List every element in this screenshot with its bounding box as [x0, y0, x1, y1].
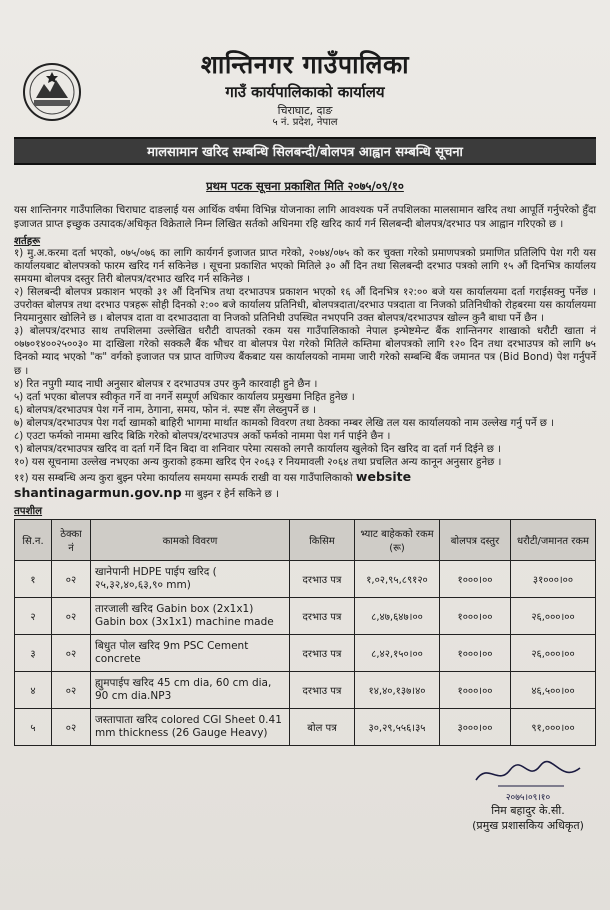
condition-item: ६) बोलपत्र/दरभाउपत्र पेश गर्ने नाम, ठेगाना, समय, फोन नं. स्पष्ट सँग लेख्नुपर्ने छ ।	[14, 404, 317, 416]
cell-bid-fee: १०००।००	[440, 597, 511, 634]
cell-contract-no: ०२	[52, 597, 91, 634]
cell-bid-fee: १०००।००	[440, 671, 511, 708]
handwritten-signature	[468, 756, 588, 792]
cell-serial: २	[15, 597, 52, 634]
municipality-name: शान्तिनगर गाउँपालिका	[200, 50, 410, 79]
cell-description: जस्तापाता खरिद colored CGI Sheet 0.41 mm thickness (26 Gauge Heavy)	[91, 708, 290, 745]
cell-contract-no: ०२	[52, 560, 91, 597]
publication-date: प्रथम पटक सूचना प्रकाशित मिति २०७५/०९/१०	[206, 179, 404, 194]
cell-deposit: ३१०००।००	[511, 560, 596, 597]
cell-contract-no: ०२	[52, 634, 91, 671]
cell-description: खानेपानी HDPE पाईप खरिद ( २५,३२,४०,६३,९० mm)	[91, 560, 290, 597]
signature-date: २०७५।०९।१०	[505, 793, 551, 803]
nepal-emblem-logo	[22, 62, 82, 122]
table-row	[15, 708, 596, 745]
col-description: कामको विवरण	[91, 519, 290, 560]
signature-block	[468, 756, 588, 834]
cell-deposit: ९१,०००।००	[511, 708, 596, 745]
cell-bid-fee: ३०००।००	[440, 708, 511, 745]
condition-item: १०) यस सूचनामा उल्लेख नभएका अन्य कुराको हकमा खरिद ऐन २०६३ र नियमावली २०६४ तथा प्रचलित अन्य कानून अनुसार हुनेछ ।	[14, 456, 502, 468]
col-contract-no: ठेक्का नं	[52, 519, 91, 560]
cell-contract-no: ०२	[52, 708, 91, 745]
schedule-table	[14, 519, 596, 746]
col-amount: भ्याट बाहेकको रकम (रू)	[355, 519, 440, 560]
signatory-title: (प्रमुख प्रशासकिय अधिकृत)	[472, 818, 584, 832]
condition11-prefix: ११) यस सम्बन्धि अन्य कुरा बुझ्न परेमा कार्यालय समयमा सम्पर्क राखी वा यस गाउँपालिकाको	[14, 472, 353, 484]
office-place: चिराघाट, दाङ	[277, 104, 333, 117]
signatory-name: निम बहादुर के.सी.	[491, 804, 565, 818]
condition-item-website	[14, 469, 596, 501]
table-row	[15, 597, 596, 634]
table-row	[15, 634, 596, 671]
condition-item: ७) बोलपत्र/दरभाउपत्र पेश गर्दा खामको बाहिरी भागमा मार्थात कामको विवरण तथा ठेक्का नम्बर लेखि तल यस कार्यालयको नाम उल्लेख गर्नु पर्ने छ ।	[14, 417, 555, 429]
cell-type: बोल पत्र	[290, 708, 355, 745]
cell-serial: ५	[15, 708, 52, 745]
condition-item: ४) रित नपुगी म्याद नाघी अनुसार बोलपत्र र दरभाउपत्र उपर कुनै कारवाही हुने छैन ।	[14, 378, 318, 390]
cell-amount: १,०२,९५,८९१२०	[355, 560, 440, 597]
cell-bid-fee: १०००।००	[440, 634, 511, 671]
cell-deposit: २६,०००।००	[511, 634, 596, 671]
table-row	[15, 671, 596, 708]
condition11-suffix: मा बुझ्न र हेर्न सकिने छ ।	[184, 488, 279, 500]
condition-item: ५) दर्ता भएका बोलपत्र स्वीकृत गर्ने वा नगर्ने सम्पूर्ण अधिकार कार्यालय प्रमुखमा निहित हुनेछ ।	[14, 391, 355, 403]
website-link[interactable]: shantinagarmun.gov.np	[14, 484, 182, 500]
office-province: ५ नं. प्रदेश, नेपाल	[272, 117, 338, 129]
cell-bid-fee: १०००।००	[440, 560, 511, 597]
col-serial: सि.न.	[15, 519, 52, 560]
cell-amount: ३०,२९,५५६।३५	[355, 708, 440, 745]
cell-description: बिधुत पोल खरिद 9m PSC Cement concrete	[91, 634, 290, 671]
cell-type: दरभाउ पत्र	[290, 634, 355, 671]
cell-amount: ८,४२,१५०।००	[355, 634, 440, 671]
office-name: गाउँ कार्यपालिकाको कार्यालय	[225, 83, 385, 101]
cell-serial: ४	[15, 671, 52, 708]
col-deposit: धरौटी/जमानत रकम	[511, 519, 596, 560]
cell-type: दरभाउ पत्र	[290, 597, 355, 634]
col-type: किसिम	[290, 519, 355, 560]
cell-deposit: ४६,५००।००	[511, 671, 596, 708]
condition-item: ९) बोलपत्र/दरभाउपत्र खरिद वा दर्ता गर्ने दिन बिदा वा शनिवार परेमा त्यसको लगत्तै कार्यालय खुलेको दिन खरिद वा दर्ता गर्न दिईने छ ।	[14, 443, 501, 455]
intro-paragraph: यस शान्तिनगर गाउँपालिका चिराघाट दाङलाई यस आर्थिक वर्षमा विभिन्न योजनाका लागि आवश्यक पर्ने तपशिलका मालसामान खरिद तथा आपूर्ति गर्नुपरेको हुँदा इजाजत प्राप्त इच्छुक उत्पादक/अधिकृत विक्रेताले निम्न लिखित सर्तको अधिनमा रहि खरिद कार्य गर्न सिलबन्दी बोलपत्र/दरभाउ पत्र आह्वान गरिएको छ ।	[14, 205, 596, 230]
table-header-row	[15, 519, 596, 560]
cell-amount: १४,४०,१३७।४०	[355, 671, 440, 708]
condition-item: १) मु.अ.करमा दर्ता भएको, ०७५/०७६ का लागि कार्यगर्न इजाजत प्राप्त गरेको, २०७४/०७५ को कर चुक्ता गरेको प्रमाणपत्रको प्रमाणित प्रतिलिपि पेश गरी यस कार्यालयबाट बोलपत्रको फारम खरिद गर्न सकिनेछ । सूचना प्रकाशित भएको मितिले ३० औं दिन तथा सिलबन्दी दरभाउ पत्रको लागि १५ औं दिनभित्र कार्यालय समयमा बोलपत्र दस्तुर तिरी बोलपत्र/दरभाउ खरिद गर्न सकिनेछ ।	[14, 248, 596, 286]
notice-banner: मालसामान खरिद सम्बन्धि सिलबन्दी/बोलपत्र आह्वान सम्बन्धि सूचना	[14, 137, 596, 165]
cell-serial: ३	[15, 634, 52, 671]
letterhead	[14, 50, 596, 129]
schedule-heading: तपशील	[14, 505, 43, 517]
cell-type: दरभाउ पत्र	[290, 560, 355, 597]
cell-contract-no: ०२	[52, 671, 91, 708]
col-bid-fee: बोलपत्र दस्तुर	[440, 519, 511, 560]
condition-item: २) सिलबन्दी बोलपत्र प्रकाशन भएको ३१ औं दिनभित्र तथा दरभाउपत्र प्रकाशन भएको १६ औं दिनभित्र १२:०० बजे यस कार्यालयमा दर्ता गराईसक्नु पर्नेछ । उपरोक्त बोलपत्र तथा दरभाउ पत्रहरू सोही दिनको २:०० बजे कार्यालय प्रतिनिधी, बोलपत्रदाता/दरभाउ पत्रदाता वा निजको प्रतिनिधीको रोहबरमा यस कार्यालयमा नियमानुसार खोलिने छ । बोलपत्र दाता वा दरभाउदाता वा निजको प्रतिनिधी उपस्थित नभएपनि उक्त बोलपत्र/दरभाउपत्र खोल्न कुनै बाधा पर्ने छैन ।	[14, 287, 596, 325]
website-word: website	[355, 468, 412, 484]
conditions-heading: शर्तहरू	[14, 236, 41, 248]
condition-item: ३) बोलपत्र/दरभाउ साथ तपशिलमा उल्लेखित धरौटी वापतको रकम यस गाउँपालिकाको नेपाल इन्भेष्टमेन्ट बैंक शान्तिनगर शाखाको धरौटी खाता नं ०७७०१४००२५००३० मा दाखिला गरेको सक्कलै बैंक भौचर वा बोलपत्र पेश गरेको मितिले कम्तिमा बोलपत्रको लागि १२० दिन तथा दरभाउपत्र को लागि ७५ दिनको म्याद भएको "क" वर्गको इजाजत पत्र प्राप्त वाणिज्य बैंकबाट यस कार्यालयको नाममा जारी गरेको सम्बन्धि बैंक जमानत पत्र (Bid Bond) पेश गर्नुपर्ने छ ।	[14, 326, 596, 377]
cell-description: ह्युमपाईप खरिद 45 cm dia, 60 cm dia, 90 cm dia.NP3	[91, 671, 290, 708]
condition-item: ८) एउटा फर्मको नाममा खरिद बिक्रि गरेको बोलपत्र/दरभाउपत्र अर्को फर्मको नाममा पेश गर्न पाईने छैन ।	[14, 430, 391, 442]
cell-deposit: २६,०००।००	[511, 597, 596, 634]
table-row	[15, 560, 596, 597]
cell-description: तारजाली खरिद Gabin box (2x1x1) Gabin box (3x1x1) machine made	[91, 597, 290, 634]
cell-serial: १	[15, 560, 52, 597]
cell-type: दरभाउ पत्र	[290, 671, 355, 708]
cell-amount: ८,४७,६४७।००	[355, 597, 440, 634]
